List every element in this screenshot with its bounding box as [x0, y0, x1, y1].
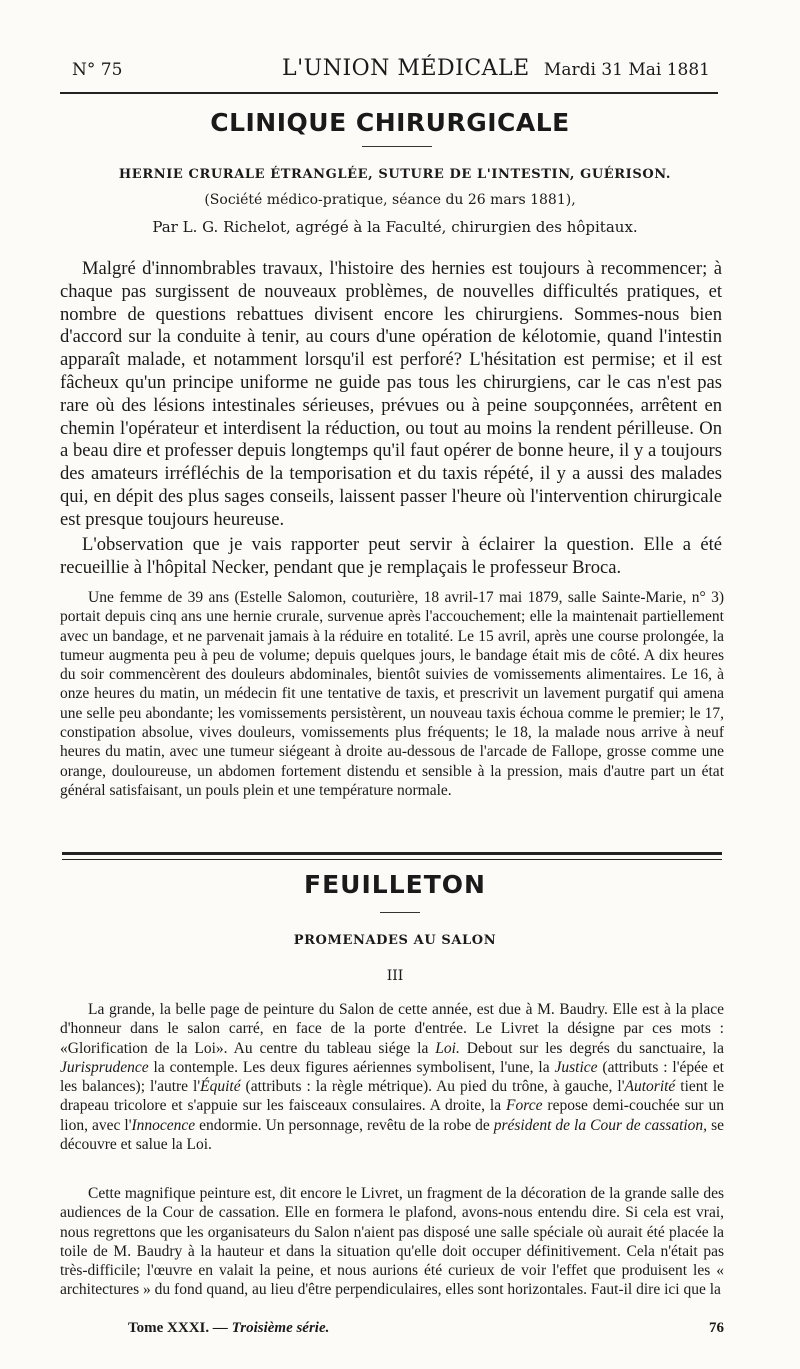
section-title-feuilleton: FEUILLETON [304, 870, 486, 899]
article-title: HERNIE CRURALE ÉTRANGLÉE, SUTURE DE L'INTESTIN, GUÉRISON. [118, 167, 672, 182]
society-line: (Société médico-pratique, séance du 26 mars 1881), [204, 192, 576, 208]
section-title-clinique: CLINIQUE CHIRURGICALE [210, 108, 570, 137]
clinique-paragraph-1: Malgré d'innombrables travaux, l'histoire des hernies est toujours à recommencer; à chaque pas surgissent de nouveaux problèmes, de nouvelles difficultés pratiques, et nombre de questions rebattues divisent encore les chirurgiens. Sommes-nous bien d'accord sur la conduite à tenir, au cours d'une opération de kélotomie, quand l'intestin apparaît malade, et notamment lorsqu'il est perforé? L'hésitation est permise; et il est fâcheux qu'un principe uniforme ne guide pas tous les chirurgiens, car le cas n'est pas rare où des lésions intestinales sérieuses, prévues ou à peine soupçonnées, arrêtent en chemin l'opérateur et interdisent la réduction, ou tout au moins la rendent périlleuse. On a beau dire et professer depuis longtemps qu'il faut opérer de bonne heure, il y a toujours des amateurs irréfléchis de la temporisation et du taxis répété, il y a aussi des malades qui, en dépit des plus sages conseils, laissent passer l'heure où l'intervention chirurgicale est presque toujours heureuse. [60, 258, 722, 530]
column-title: PROMENADES AU SALON [293, 933, 497, 948]
text-run: repose demi-couchée sur un lion, avec l' [60, 1097, 725, 1134]
text-run: endormie. Un personnage, revêtu de la robe de [195, 1116, 494, 1134]
italic-run: Loi. [435, 1039, 460, 1057]
text-run: La grande, la belle page de peinture du Salon de cette année, est due à M. Baudry. Elle est à la place d'honneur dans le salon carré, en face de la porte d'entrée. Le Livret la désigne par ces mots : «Glorification de la Loi». Au centre du tableau siége la [60, 1001, 724, 1057]
author-line: Par L. G. Richelot, agrégé à la Faculté, chirurgien des hôpitaux. [152, 218, 638, 236]
issue-date: Mardi 31 Mai 1881 [543, 60, 710, 80]
italic-run: Innocence [131, 1116, 196, 1134]
italic-run: Autorité [624, 1078, 676, 1096]
italic-run: Force [506, 1097, 543, 1115]
page-number: 76 [709, 1320, 724, 1336]
chapter-number: III [386, 968, 404, 984]
section-double-rule [62, 852, 722, 860]
text-run: (attributs : l'épée et les balances); l'autre l' [60, 1058, 724, 1096]
page-footer [60, 1320, 724, 1344]
feuilleton-divider [380, 912, 420, 913]
footer-tome [128, 1320, 329, 1337]
italic-run: Jurisprudence [60, 1058, 149, 1076]
tome-label: Tome XXXI. [128, 1320, 210, 1336]
text-run: tient le drapeau tricolore et s'appuie sur les faisceaux consulaires. A droite, la [60, 1078, 724, 1115]
series-label: — Troisième série. [212, 1320, 330, 1336]
italic-run: Justice [554, 1058, 598, 1076]
journal-title: L'UNION MÉDICALE [282, 56, 530, 81]
page-header [72, 56, 710, 90]
clinique-paragraph-2: L'observation que je vais rapporter peut servir à éclairer la question. Elle a été recueillie à l'hôpital Necker, pendant que je remplaçais le professeur Broca. [60, 534, 722, 578]
text-run: se découvre et salue la Loi. [60, 1116, 724, 1154]
text-run: la contemple. Les deux figures aériennes symbolisent, l'une, la [148, 1058, 555, 1076]
feuilleton-paragraph-2: Cette magnifique peinture est, dit encore le Livret, un fragment de la décoration de la grande salle des audiences de la Cour de cassation. Elle en formera le plafond, avons-nous entendu dire. Si cela est vrai, nous regrettons que les organisateurs du Salon n'aient pas disposé une salle spéciale où aurait été placée la toile de M. Baudry à la hauteur et dans la situation qu'elle doit occuper définitivement. Cela n'était pas très-difficile; l'œuvre en valait la peine, et nous aurions été curieux de voir l'effet que produisent les « architectures » du fond quand, au lieu d'être perpendiculaires, elles sont horizontales. Faut-il dire ici que la [60, 1185, 724, 1299]
title-divider [362, 146, 432, 147]
italic-run: président de la Cour de cassation, [493, 1116, 708, 1134]
feuilleton-paragraph-1 [60, 1000, 724, 1154]
italic-run: Équité [200, 1078, 241, 1096]
text-run: Debout sur les degrés du sanctuaire, la [459, 1039, 724, 1057]
text-run: (attributs : la règle métrique). Au pied du trône, à gauche, l' [240, 1078, 625, 1096]
header-rule [60, 92, 718, 94]
clinique-paragraph-3: Une femme de 39 ans (Estelle Salomon, couturière, 18 avril-17 mai 1879, salle Sainte-Marie, n° 3) portait depuis cinq ans une hernie crurale, survenue après l'accouchement; elle la maintenait partiellement avec un bandage, et ne parvenait jamais à la réduire en totalité. Le 15 avril, après une course prolongée, la tumeur augmenta peu à peu de volume; depuis quelques jours, le bandage était mis de côté. A dix heures du soir commencèrent des douleurs abdominales, bientôt suivies de vomissements alimentaires. Le 16, à onze heures du matin, un médecin fit une tentative de taxis, et prescrivit un lavement purgatif qui amena une selle peu abondante; les vomissements persistèrent, un nouveau taxis échoua comme le premier; le 17, constipation absolue, vives douleurs, vomissements plus fréquents; le 18, la malade nous arrive à neuf heures du matin, avec une tumeur siégeant à droite au-dessous de l'arcade de Fallope, grosse comme une orange, douloureuse, un abdomen fortement distendu et sensible à la pression, mais d'autre part un état général satisfaisant, un pouls plein et une température normale. [60, 589, 724, 799]
issue-number: N° 75 [72, 60, 123, 80]
